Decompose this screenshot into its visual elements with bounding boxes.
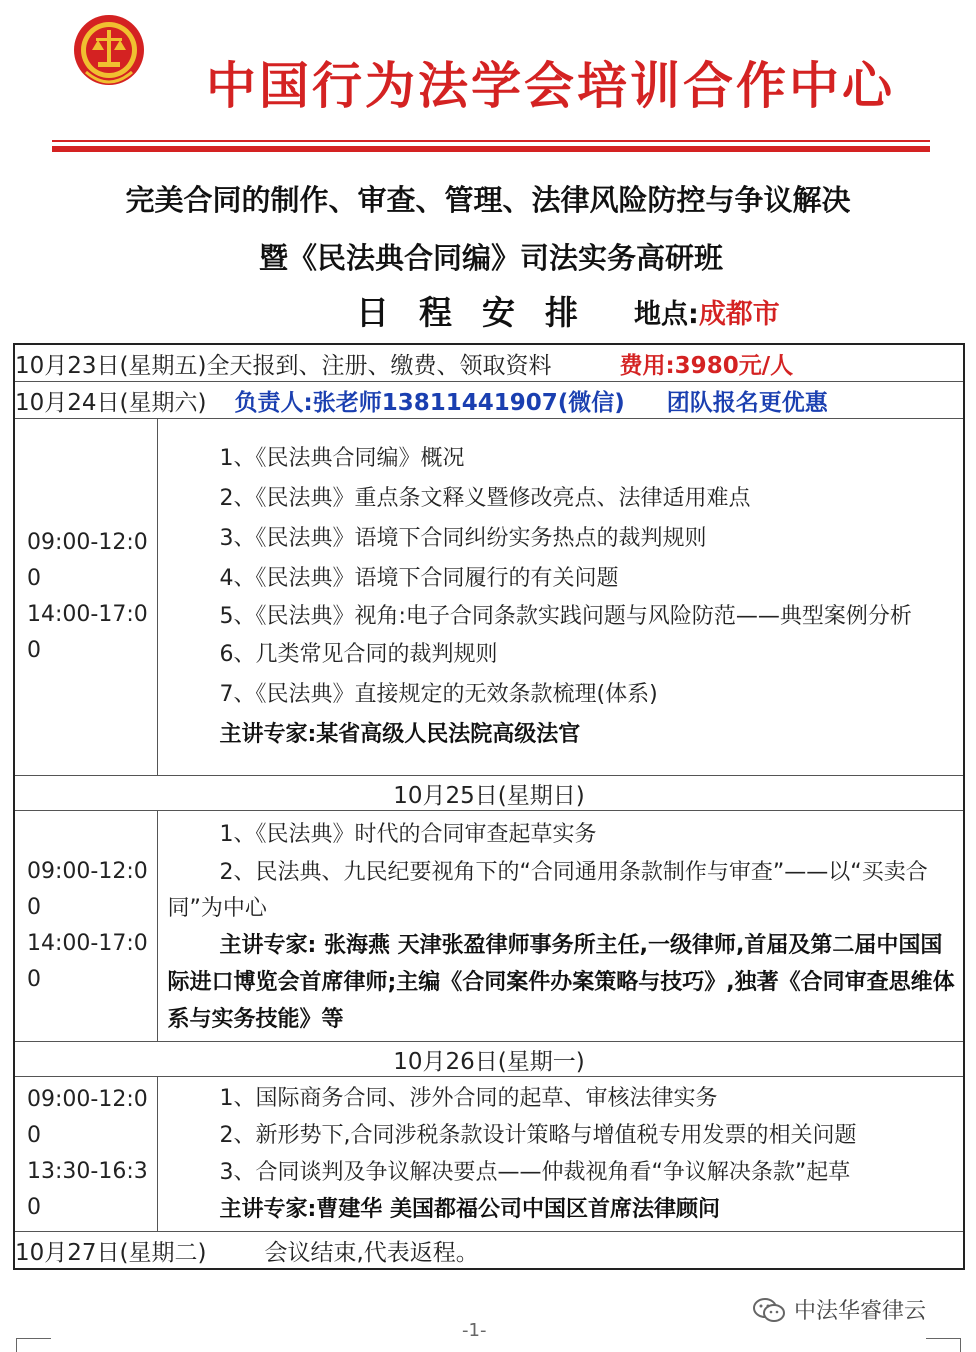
page-corner-mark-left	[16, 1338, 51, 1352]
day4-date: 10月27日(星期二)	[15, 1239, 207, 1266]
day1-session	[14, 419, 964, 776]
info-row-registration	[14, 344, 964, 382]
day2-date-row	[14, 776, 964, 811]
header-divider-thin	[52, 140, 930, 142]
day2-content	[157, 811, 964, 1042]
day1-item: 7、《民法典》直接规定的无效条款梳理(体系)	[219, 682, 658, 707]
wechat-icon	[752, 1297, 786, 1323]
day4-message: 会议结束,代表返程。	[264, 1239, 479, 1266]
day2-time: 09:00-12:00 14:00-17:00	[14, 811, 157, 1042]
contact-person: 张老师13811441907(微信)	[312, 389, 625, 416]
day3-item: 3、合同谈判及争议解决要点——仲裁视角看“争议解决条款”起草	[219, 1160, 851, 1185]
day1-item: 1、《民法典合同编》概况	[219, 446, 465, 471]
contact-label: 负责人:	[234, 389, 313, 416]
registration-date: 10月23日(星期五)全天报到、注册、缴费、领取资料	[15, 352, 552, 379]
day3-date-row	[14, 1042, 964, 1077]
day3-speaker: 主讲专家:曹建华 美国都福公司中国区首席法律顾问	[219, 1197, 720, 1222]
day2-session	[14, 811, 964, 1042]
page-number: -1-	[462, 1320, 487, 1341]
wechat-watermark	[752, 1294, 926, 1325]
day1-item: 4、《民法典》语境下合同履行的有关问题	[219, 566, 619, 591]
day2-item: 2、民法典、九民纪要视角下的“合同通用条款制作与审查”——以“买卖合同”为中心	[167, 859, 928, 921]
day1-item: 2、《民法典》重点条文释义暨修改亮点、法律适用难点	[219, 486, 751, 511]
day2-speaker: 主讲专家: 张海燕 天津张盈律师事务所主任,一级律师,首届及第二届中国国际进口博览会首席律师;主编《合同案件办案策略与技巧》,独著《合同审查思维体系与实务技能》等	[167, 932, 955, 1032]
day3-time: 09:00-12:00 13:30-16:30	[14, 1077, 157, 1232]
page-corner-mark-right	[926, 1338, 961, 1352]
day3-content	[157, 1077, 964, 1232]
day3-item: 1、国际商务合同、涉外合同的起草、审核法律实务	[219, 1086, 718, 1111]
day3-date: 10月26日(星期一)	[14, 1042, 964, 1077]
court-emblem-logo	[72, 12, 146, 92]
day1-item: 6、几类常见合同的裁判规则	[219, 642, 498, 667]
header-divider-thick	[52, 146, 930, 152]
fee-text: 费用:3980元/人	[619, 352, 794, 379]
schedule-heading: 日程安排	[356, 293, 608, 332]
organization-title: 中国行为法学会培训合作中心	[206, 57, 895, 115]
schedule-table	[13, 343, 965, 1270]
location-value: 成都市	[698, 299, 780, 330]
day2-item: 1、《民法典》时代的合同审查起草实务	[219, 821, 597, 847]
wechat-account-name: 中法华睿律云	[794, 1299, 927, 1324]
day1-time: 09:00-12:00 14:00-17:00	[14, 419, 157, 776]
location	[634, 292, 780, 331]
day2-date: 10月25日(星期日)	[14, 776, 964, 811]
group-discount: 团队报名更优惠	[666, 389, 828, 416]
day3-item: 2、新形势下,合同涉税条款设计策略与增值税专用发票的相关问题	[219, 1123, 857, 1148]
day1-item: 5、《民法典》视角:电子合同条款实践问题与风险防范——典型案例分析	[219, 604, 912, 629]
day3-session	[14, 1077, 964, 1232]
day4-row	[14, 1232, 964, 1270]
course-title-line2: 暨《民法典合同编》司法实务高研班	[258, 241, 723, 275]
contact-date: 10月24日(星期六)	[15, 389, 207, 416]
day1-speaker: 主讲专家:某省高级人民法院高级法官	[219, 722, 581, 747]
info-row-contact	[14, 382, 964, 419]
day1-content	[157, 419, 964, 776]
day1-item: 3、《民法典》语境下合同纠纷实务热点的裁判规则	[219, 526, 707, 551]
location-label: 地点:	[634, 299, 699, 330]
course-title-line1: 完美合同的制作、审查、管理、法律风险防控与争议解决	[125, 183, 851, 217]
